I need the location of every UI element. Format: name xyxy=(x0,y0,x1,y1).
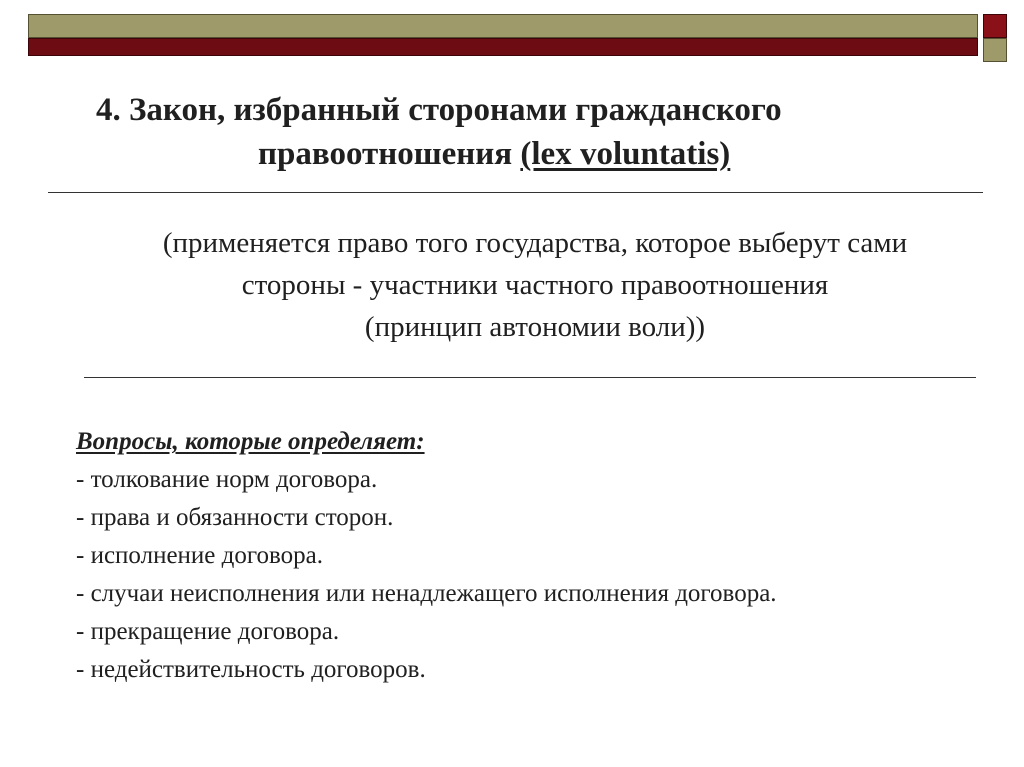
list-item: - толкование норм договора. xyxy=(76,466,378,493)
description-line-1: (применяется право того государства, которое выберут сами xyxy=(162,227,908,259)
header-square-olive xyxy=(983,38,1007,62)
list-item: - права и обязанности сторон. xyxy=(76,504,394,531)
title-line-2-prefix: правоотношения xyxy=(258,136,521,172)
divider-bottom xyxy=(84,377,976,378)
title-line-2 xyxy=(96,132,976,176)
questions-list xyxy=(76,461,996,689)
slide-title xyxy=(96,88,976,176)
header-square-red xyxy=(983,14,1007,38)
description-line-2: стороны - участники частного правоотношения xyxy=(241,269,829,301)
divider-top xyxy=(48,192,983,193)
questions-heading: Вопросы, которые определяет: xyxy=(76,428,425,455)
header-bar-maroon xyxy=(28,38,978,56)
description-block xyxy=(60,222,1010,348)
title-lex-term: (lex voluntatis) xyxy=(520,136,731,172)
list-item: - прекращение договора. xyxy=(76,618,340,645)
list-item: - недействительность договоров. xyxy=(76,656,426,683)
description-line-3: (принцип автономии воли)) xyxy=(364,311,706,343)
list-item: - исполнение договора. xyxy=(76,542,323,569)
header-bar-olive xyxy=(28,14,978,38)
questions-block xyxy=(76,423,996,689)
list-item: - случаи неисполнения или ненадлежащего исполнения договора. xyxy=(76,580,777,607)
title-line-1: 4. Закон, избранный сторонами гражданского xyxy=(96,92,782,128)
